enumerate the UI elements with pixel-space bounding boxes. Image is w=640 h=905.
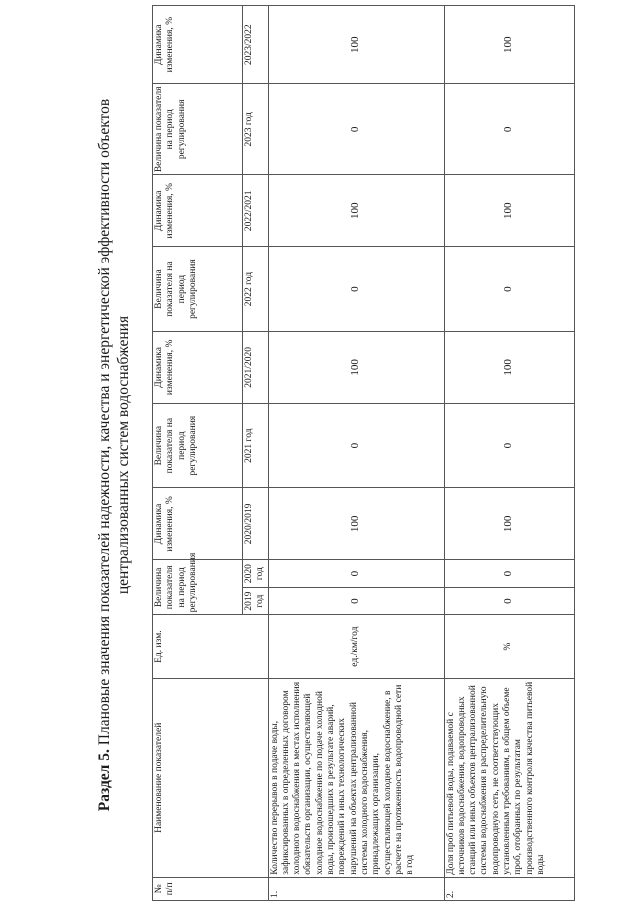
header-value-2019-2020: Величина показателя на период регулирования xyxy=(153,560,243,615)
header-row-1 xyxy=(153,6,243,901)
row-num: 2. xyxy=(444,877,574,900)
header-2021: 2021 год xyxy=(243,403,269,488)
header-value-2021: Величина показателя на период регулирования xyxy=(153,403,243,488)
row-dynamics-2023: 100 xyxy=(444,6,574,84)
row-dynamics-2021: 100 xyxy=(444,331,574,403)
header-dynamics-2023: Динамика изменения, % xyxy=(153,6,243,84)
row-dynamics-2021: 100 xyxy=(268,331,444,403)
header-value-2023: Величина показателя на период регулирования xyxy=(153,84,243,175)
row-value-2019: 0 xyxy=(444,587,574,615)
row-num: 1. xyxy=(268,877,444,900)
row-value-2022: 0 xyxy=(444,247,574,332)
header-2023: 2023 год xyxy=(243,84,269,175)
indicators-table xyxy=(152,5,575,901)
section-title-text: Плановые значения показателей надежности, качества и энергетической эффективности объектов централизованных систем водоснабжения xyxy=(96,98,132,750)
row-value-2021: 0 xyxy=(268,403,444,488)
row-dynamics-2020: 100 xyxy=(444,488,574,560)
row-dynamics-2022: 100 xyxy=(444,175,574,247)
row-dynamics-2022: 100 xyxy=(268,175,444,247)
row-unit: % xyxy=(444,615,574,678)
table-row xyxy=(444,6,574,901)
section-title-bold: Раздел 5. xyxy=(96,749,113,812)
header-value-2022: Величина показателя на период регулирования xyxy=(153,247,243,332)
header-2021-2020: 2021/2020 xyxy=(243,331,269,403)
header-unit: Ед. изм. xyxy=(153,615,269,678)
header-2020-2019: 2020/2019 xyxy=(243,488,269,560)
row-value-2020: 0 xyxy=(268,560,444,588)
row-value-2019: 0 xyxy=(268,587,444,615)
row-value-2022: 0 xyxy=(268,247,444,332)
section-title xyxy=(95,45,133,865)
header-dynamics-2022: Динамика изменения, % xyxy=(153,175,243,247)
row-dynamics-2020: 100 xyxy=(268,488,444,560)
row-dynamics-2023: 100 xyxy=(268,6,444,84)
header-num: № п/п xyxy=(153,877,269,900)
header-name: Наименование показателей xyxy=(153,678,269,877)
header-2019: 2019 год xyxy=(243,587,269,615)
header-dynamics-2021: Динамика изменения, % xyxy=(153,331,243,403)
row-value-2021: 0 xyxy=(444,403,574,488)
table-row xyxy=(268,6,444,901)
header-2020: 2020 год xyxy=(243,560,269,588)
header-dynamics-2020: Динамика изменения, % xyxy=(153,488,243,560)
header-2022: 2022 год xyxy=(243,247,269,332)
row-name: Количество перерывов в подаче воды, зафиксированных в определенных договором холодного водоснабжения в местах исполнения обязательств организации, осуществляющей холодное водоснабжение по подаче холодной воды, произошедших в результате аварий, повреждений и иных технологических нарушений на объектах централизованной системы холодного водоснабжения, принадлежащих организации, осуществляющей холодное водоснабжение, в расчете на протяженность водопроводной сети в год xyxy=(268,678,444,877)
row-value-2023: 0 xyxy=(268,84,444,175)
row-value-2023: 0 xyxy=(444,84,574,175)
row-value-2020: 0 xyxy=(444,560,574,588)
row-unit: ед./км/год xyxy=(268,615,444,678)
row-name: Доля проб питьевой воды, подаваемой с источников водоснабжения, водопроводных станций или иных объектов централизованной системы водоснабжения в распределительную водопроводную сеть, не соответствующих установленным требованиям, в общем объеме проб, отобранных по результатам производственного контроля качества питьевой воды xyxy=(444,678,574,877)
header-2023-2022: 2023/2022 xyxy=(243,6,269,84)
header-2022-2021: 2022/2021 xyxy=(243,175,269,247)
